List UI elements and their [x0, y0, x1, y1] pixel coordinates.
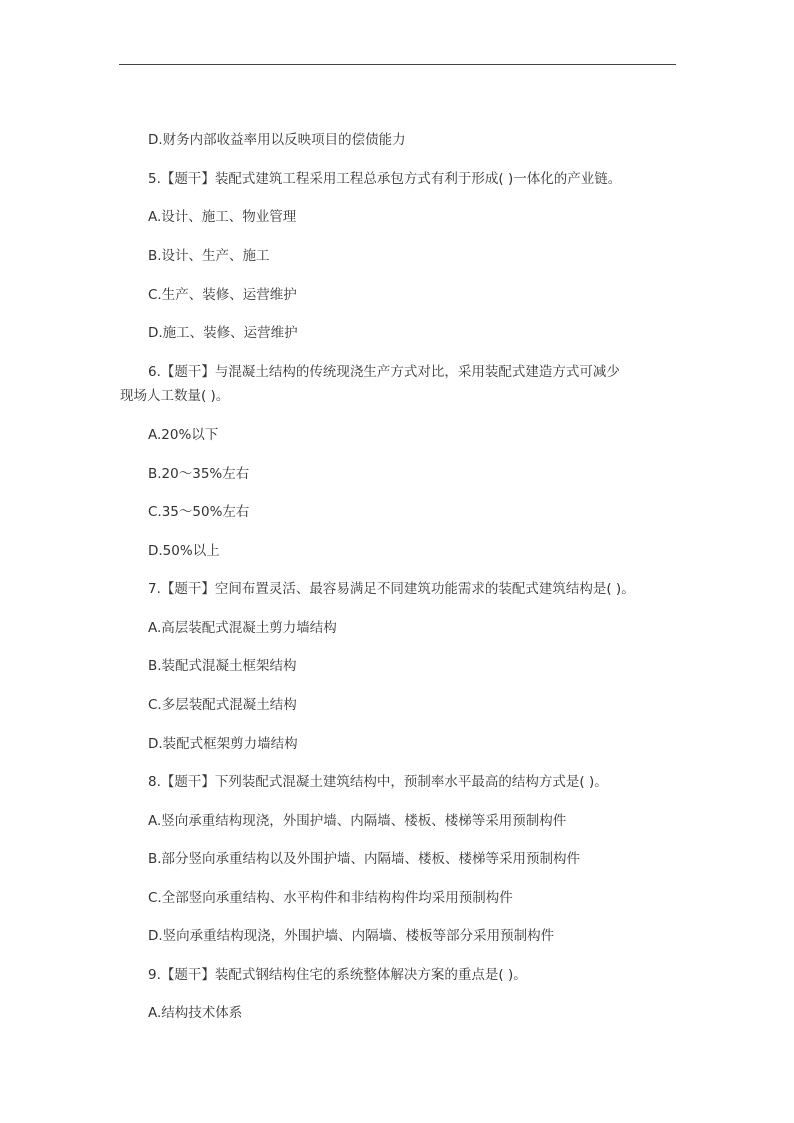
q7-option-b: B.装配式混凝土框架结构: [148, 658, 297, 674]
q8-option-d: D.竖向承重结构现浇，外围护墙、内隔墙、楼板等部分采用预制构件: [148, 928, 555, 944]
q4-option-d: D.财务内部收益率用以反映项目的偿债能力: [148, 132, 406, 148]
q5-option-b: B.设计、生产、施工: [148, 248, 270, 264]
q6-option-a: A.20%以下: [148, 427, 219, 443]
q6-stem-line1: 6.【题干】与混凝土结构的传统现浇生产方式对比，采用装配式建造方式可减少: [148, 364, 620, 380]
q7-option-a: A.高层装配式混凝土剪力墙结构: [148, 620, 337, 636]
q9-option-a: A.结构技术体系: [148, 1005, 243, 1021]
q5-option-d: D.施工、装修、运营维护: [148, 325, 298, 341]
q5-stem: 5.【题干】装配式建筑工程采用工程总承包方式有利于形成( )一体化的产业链。: [148, 171, 622, 187]
header-rule: [119, 64, 676, 65]
q8-option-b: B.部分竖向承重结构以及外围护墙、内隔墙、楼板、楼梯等采用预制构件: [148, 851, 581, 867]
q6-option-d: D.50%以上: [148, 543, 220, 559]
q8-option-a: A.竖向承重结构现浇，外围护墙、内隔墙、楼板、楼梯等采用预制构件: [148, 813, 567, 829]
q8-stem: 8.【题干】下列装配式混凝土建筑结构中，预制率水平最高的结构方式是( )。: [148, 774, 608, 790]
q7-option-d: D.装配式框架剪力墙结构: [148, 736, 298, 752]
q7-stem: 7.【题干】空间布置灵活、最容易满足不同建筑功能需求的装配式建筑结构是( )。: [148, 581, 635, 597]
q6-option-b: B.20～35%左右: [148, 466, 250, 482]
q7-option-c: C.多层装配式混凝土结构: [148, 697, 297, 713]
q5-option-c: C.生产、装修、运营维护: [148, 287, 297, 303]
q9-stem: 9.【题干】装配式钢结构住宅的系统整体解决方案的重点是( )。: [148, 967, 527, 983]
q6-stem-line2: 现场人工数量( )。: [120, 388, 230, 404]
q5-option-a: A.设计、施工、物业管理: [148, 209, 297, 225]
q6-option-c: C.35～50%左右: [148, 504, 250, 520]
q8-option-c: C.全部竖向承重结构、水平构件和非结构构件均采用预制构件: [148, 890, 513, 906]
